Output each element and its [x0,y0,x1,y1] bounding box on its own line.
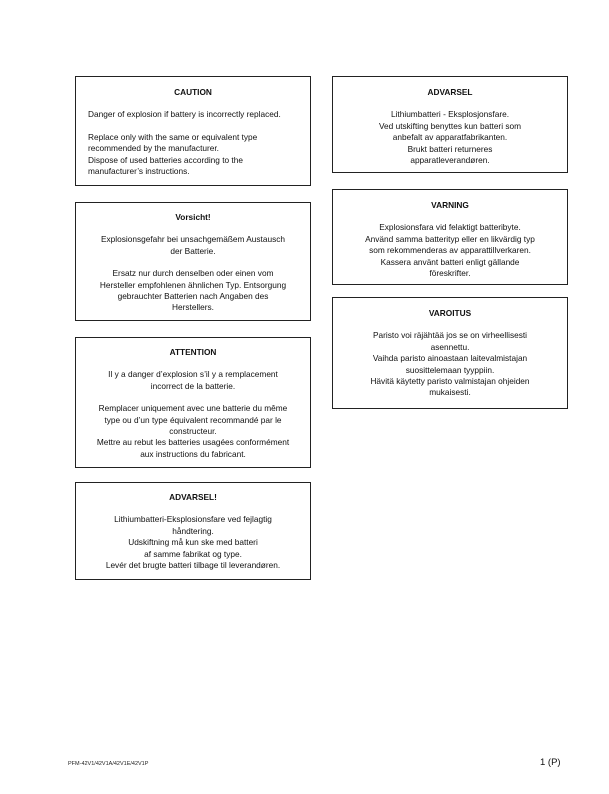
text-line: håndtering. [172,525,214,536]
advarsel-norwegian-paragraph [345,109,555,166]
caution-paragraph-2 [88,132,298,178]
advarsel-danish-paragraph [88,514,298,571]
text-line: Brukt batteri returneres [407,143,493,154]
text-line: suosittelemaan tyyppiin. [405,364,495,375]
text-line: Explosionsgefahr bei unsachgemäßem Austausch [100,234,286,245]
vorsicht-paragraph-1 [88,234,298,257]
text-line: Mettre au rebut les batteries usagées conformément [96,437,290,448]
text-line: aux instructions du fabricant. [140,448,246,459]
text-line: recommended by the manufacturer. [88,143,219,154]
text-line: Explosionsfara vid felaktigt batteribyte. [379,222,521,233]
varoitus-title: VAROITUS [428,308,472,318]
model-code: PFM-42V1/42V1A/42V1E/42V1P [68,761,149,767]
varning-paragraph [345,222,555,279]
vorsicht-warning-box [75,202,311,321]
text-line: Använd samma batterityp eller en likvärdig typ [365,233,535,244]
text-line: constructeur. [169,426,217,437]
text-line: gebrauchter Batterien nach Angaben des [117,291,269,302]
varoitus-warning-box [332,297,568,409]
varning-title: VARNING [431,200,469,210]
text-line: Remplacer uniquement avec une batterie du même [98,403,288,414]
text-line: Ved utskifting benyttes kun batteri som [378,120,522,131]
advarsel-danish-warning-box [75,482,311,580]
text-line: Danger of explosion if battery is incorrectly replaced. [88,109,281,120]
text-line: som rekommenderas av apparattillverkaren. [369,245,531,256]
text-line: Hersteller empfohlenen ähnlichen Typ. Entsorgung [99,279,287,290]
text-line: Vaihda paristo ainoastaan laitevalmistajan [372,353,528,364]
attention-warning-box [75,337,311,468]
text-line: Paristo voi räjähtää jos se on virheellisesti [372,330,528,341]
attention-paragraph-2 [88,403,298,460]
text-line: incorrect de la batterie. [150,380,236,391]
text-line: apparatleverandøren. [410,155,490,166]
text-line: Dispose of used batteries according to the [88,154,243,165]
caution-paragraph-1 [88,109,298,120]
text-line: Hävitä käytetty paristo valmistajan ohjeiden [370,376,530,387]
caution-title: CAUTION [174,87,212,97]
text-line: Kassera använt batteri enligt gällande [380,256,520,267]
advarsel-norwegian-title: ADVARSEL [427,87,473,97]
text-line: af samme fabrikat og type. [144,548,242,559]
text-line: föreskrifter. [429,268,471,279]
varning-warning-box [332,189,568,285]
text-line: Replace only with the same or equivalent type [88,131,258,142]
text-line: anbefalt av apparatfabrikanten. [392,132,508,143]
text-line: Levér det brugte batteri tilbage til leverandøren. [105,560,281,571]
attention-title: ATTENTION [169,347,217,357]
text-line: Lithiumbatteri - Eksplosjonsfare. [390,109,510,120]
text-line: mukaisesti. [429,387,471,398]
vorsicht-paragraph-2 [88,268,298,314]
text-line: Herstellers. [172,302,214,313]
text-line: Il y a danger d’explosion s’il y a remplacement [108,369,278,380]
vorsicht-title: Vorsicht! [175,212,211,222]
text-line: Ersatz nur durch denselben oder einen vom [112,268,274,279]
attention-paragraph-1 [88,369,298,392]
text-line: der Batterie. [170,245,216,256]
advarsel-danish-title: ADVARSEL! [169,492,217,502]
text-line: manufacturer’s instructions. [88,166,190,177]
text-line: Udskiftning må kun ske med batteri [128,537,258,548]
caution-warning-box [75,76,311,186]
text-line: asennettu. [430,341,470,352]
text-line: type ou d’un type équivalent recommandé par le [104,414,282,425]
varoitus-paragraph [345,330,555,398]
advarsel-norwegian-warning-box [332,76,568,173]
page-number: 1 (P) [540,757,561,768]
text-line: Lithiumbatteri-Eksplosionsfare ved fejlagtig [114,514,272,525]
